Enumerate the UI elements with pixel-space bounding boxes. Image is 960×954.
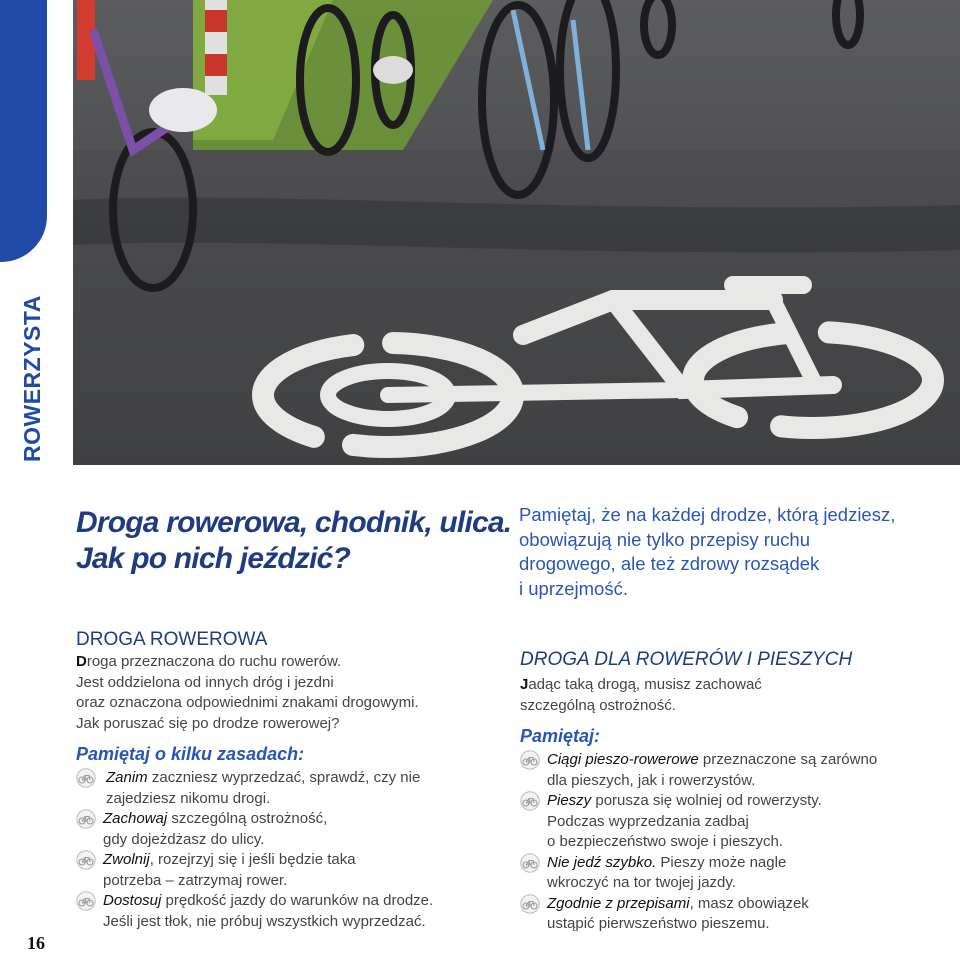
bicycle-icon xyxy=(520,853,540,873)
rule-text: szczególną ostrożność, xyxy=(167,810,328,827)
rule-keyword: Ciągi pieszo-rowerowe xyxy=(547,751,699,768)
rule-keyword: Zgodnie z przepisami xyxy=(547,894,690,912)
body-line xyxy=(76,652,496,673)
rule-keyword: Zwolnij xyxy=(103,851,150,868)
rule-item xyxy=(76,809,496,850)
rule-text: prędkość jazdy do warunków na drodze. xyxy=(161,892,434,909)
bicycle-icon xyxy=(76,850,96,870)
rule-item xyxy=(76,768,496,809)
intro-line: drogowego, ale też zdrowy rozsądek xyxy=(519,553,820,574)
body-text: adąc taką drogą, musisz zachować xyxy=(528,676,762,693)
section-bike-pedestrian-path xyxy=(520,648,940,935)
rule-continuation: ustąpić pierwszeństwo pieszemu. xyxy=(547,915,770,932)
section-title: DROGA DLA ROWERÓW I PIESZYCH xyxy=(520,649,853,670)
rule-text: porusza się wolniej od rowerzysty. xyxy=(591,792,822,809)
rule-item xyxy=(76,850,496,891)
section-bike-path xyxy=(76,628,496,932)
rule-continuation: dla pieszych, jak i rowerzystów. xyxy=(547,771,756,789)
rule-item xyxy=(520,750,940,791)
intro-text xyxy=(519,503,939,601)
bicycle-icon xyxy=(520,750,540,770)
body-text: roga przeznaczona do ruchu rowerów. xyxy=(86,653,342,670)
bicycle-icon xyxy=(520,791,540,811)
bicycle-icon xyxy=(76,891,96,911)
intro-line: obowiązują nie tylko przepisy ruchu xyxy=(519,528,811,550)
body-line xyxy=(520,675,940,696)
rule-keyword: Dostosuj xyxy=(103,892,162,909)
bicycle-icon xyxy=(76,809,96,829)
body-line: oraz oznaczona odpowiednimi znakami drogowymi. xyxy=(76,694,419,711)
dropcap: J xyxy=(520,676,529,693)
rule-keyword: Nie jedź szybko. xyxy=(547,853,657,871)
corner-tab xyxy=(0,0,47,262)
section-side-label: ROWERZYSTA xyxy=(19,295,45,462)
page-number: 16 xyxy=(27,933,45,953)
rule-continuation: wkroczyć na tor twojej jazdy. xyxy=(547,874,736,891)
rule-item xyxy=(520,791,940,853)
remember-heading: Pamiętaj: xyxy=(520,726,601,746)
intro-line: i uprzejmość. xyxy=(519,577,628,599)
rule-continuation: gdy dojeżdżasz do ulicy. xyxy=(103,830,265,848)
rule-continuation: zajedziesz nikomu drogi. xyxy=(106,789,271,807)
body-line: Jest oddzielona od innych dróg i jezdni xyxy=(76,673,334,691)
rule-item xyxy=(520,853,940,894)
bicycle-icon xyxy=(76,768,96,788)
section-title: DROGA ROWEROWA xyxy=(76,629,268,650)
bicycle-icon xyxy=(520,894,540,914)
rule-text: zaczniesz wyprzedzać, sprawdź, czy nie xyxy=(147,769,421,786)
rule-keyword: Zanim xyxy=(106,769,148,786)
cyclists-photo xyxy=(73,0,960,465)
rule-item xyxy=(520,894,940,935)
body-line: Jak poruszać się po drodze rowerowej? xyxy=(76,714,340,732)
rule-continuation: Jeśli jest tłok, nie próbuj wszystkich wyprzedzać. xyxy=(103,912,426,930)
rule-text: , masz obowiązek xyxy=(689,894,809,912)
rule-keyword: Zachowaj xyxy=(103,810,168,827)
remember-heading: Pamiętaj o kilku zasadach: xyxy=(76,744,305,764)
rules-list xyxy=(76,768,496,932)
rule-text: przeznaczone są zarówno xyxy=(698,751,878,768)
rule-keyword: Pieszy xyxy=(547,792,592,809)
section-body xyxy=(76,652,496,734)
bike-lane-photo-illustration xyxy=(73,0,960,465)
rule-continuation: Podczas wyprzedzania zadbaj xyxy=(547,812,749,830)
page-title xyxy=(76,505,512,577)
rule-item xyxy=(76,891,496,932)
title-line-2: Jak po nich jeździć? xyxy=(76,542,351,575)
rule-text: , rozejrzyj się i jeśli będzie taka xyxy=(149,851,356,868)
rule-text: Pieszy może nagle xyxy=(656,853,787,871)
body-line: szczególną ostrożność. xyxy=(520,696,676,714)
title-line-1: Droga rowerowa, chodnik, ulica. xyxy=(76,506,512,539)
dropcap: D xyxy=(76,653,87,670)
rule-continuation: potrzeba – zatrzymaj rower. xyxy=(103,871,288,889)
rules-list xyxy=(520,750,940,935)
section-body xyxy=(520,675,940,716)
rule-continuation: o bezpieczeństwo swoje i pieszych. xyxy=(547,833,783,850)
intro-line: Pamiętaj, że na każdej drodze, którą jedziesz, xyxy=(519,504,896,525)
